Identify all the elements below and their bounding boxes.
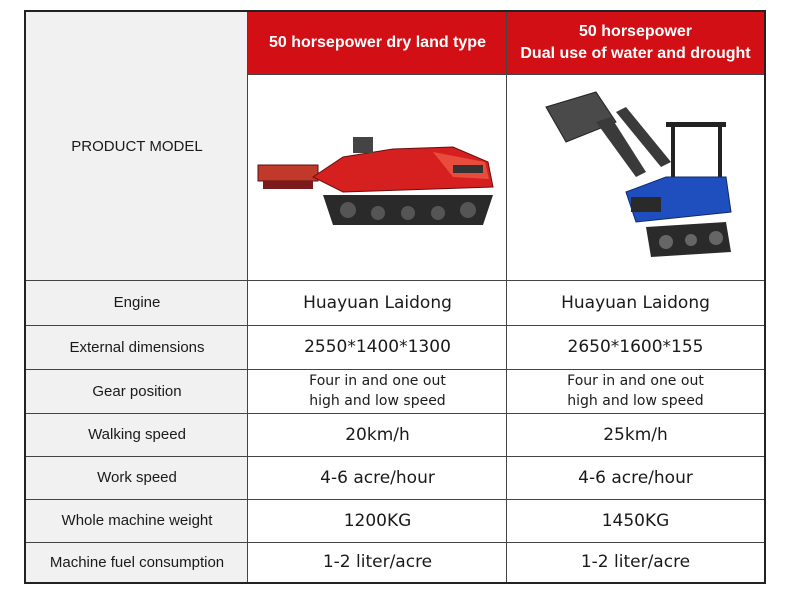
- gear-col1-line2: high and low speed: [309, 393, 446, 409]
- red-tractor-icon: [253, 117, 503, 237]
- blue-tractor-icon: [526, 82, 746, 272]
- product-image-1: [248, 74, 507, 280]
- row-label-gear-text: Gear position: [92, 382, 182, 400]
- row-label-walking-speed: [26, 413, 248, 456]
- work-speed-col1-text: 4-6 acre/hour: [320, 467, 435, 488]
- row-label-dimensions-text: External dimensions: [69, 338, 205, 356]
- column-header-1-text: 50 horsepower dry land type: [269, 34, 486, 51]
- grid-line: [506, 12, 507, 582]
- dimensions-col1: [248, 325, 507, 369]
- row-label-weight: [26, 499, 248, 542]
- fuel-col2-text: 1-2 liter/acre: [580, 552, 691, 572]
- grid-line: [247, 12, 248, 582]
- dimensions-col1-text: 2550*1400*1300: [304, 337, 451, 357]
- row-label-fuel-text: Machine fuel consumption: [49, 553, 225, 571]
- work-speed-col2: [507, 456, 764, 499]
- weight-col2-text: 1450KG: [601, 510, 670, 531]
- walking-speed-col2-text: 25km/h: [603, 424, 668, 445]
- column-header-2-line1: 50 horsepower: [579, 23, 692, 40]
- gear-col1-line1: Four in and one out: [309, 373, 446, 389]
- weight-col2: [507, 499, 764, 542]
- gear-col2-line1: Four in and one out: [567, 373, 704, 389]
- grid-line: [26, 456, 764, 457]
- grid-line: [26, 325, 764, 326]
- walking-speed-col1: [248, 413, 507, 456]
- row-label-gear: [26, 369, 248, 413]
- work-speed-col1: [248, 456, 507, 499]
- row-label-work-speed: [26, 456, 248, 499]
- work-speed-col2-text: 4-6 acre/hour: [578, 467, 693, 488]
- row-label-engine-text: Engine: [113, 294, 161, 311]
- engine-col1-text: Huayuan Laidong: [303, 292, 452, 313]
- grid-line: [26, 499, 764, 500]
- engine-col1: [248, 280, 507, 325]
- gear-col2-line2: high and low speed: [567, 393, 704, 409]
- row-label-engine: [26, 280, 248, 325]
- dimensions-col2: [507, 325, 764, 369]
- engine-col2: [507, 280, 764, 325]
- grid-line: [26, 280, 764, 281]
- row-label-walking-speed-text: Walking speed: [88, 426, 186, 443]
- product-model-label: [26, 12, 248, 280]
- row-label-work-speed-text: Work speed: [97, 469, 177, 486]
- grid-line: [26, 369, 764, 370]
- engine-col2-text: Huayuan Laidong: [561, 292, 710, 313]
- fuel-col1-text: 1-2 liter/acre: [322, 552, 433, 572]
- grid-line: [26, 542, 764, 543]
- column-header-1: [248, 12, 507, 74]
- fuel-col1: [248, 542, 507, 582]
- product-model-text: PRODUCT MODEL: [71, 137, 203, 155]
- dimensions-col2-text: 2650*1600*155: [567, 337, 704, 357]
- column-header-2: [507, 12, 764, 74]
- fuel-col2: [507, 542, 764, 582]
- gear-col1: [248, 369, 507, 413]
- row-label-fuel: [26, 542, 248, 582]
- weight-col1: [248, 499, 507, 542]
- row-label-weight-text: Whole machine weight: [61, 512, 213, 529]
- gear-col2: [507, 369, 764, 413]
- column-header-2-line2: Dual use of water and drought: [520, 45, 751, 62]
- walking-speed-col1-text: 20km/h: [345, 424, 410, 445]
- spec-table: [24, 10, 766, 584]
- row-label-dimensions: [26, 325, 248, 369]
- walking-speed-col2: [507, 413, 764, 456]
- grid-line: [26, 413, 764, 414]
- grid-line: [248, 74, 764, 75]
- weight-col1-text: 1200KG: [343, 510, 412, 531]
- product-image-2: [507, 74, 764, 280]
